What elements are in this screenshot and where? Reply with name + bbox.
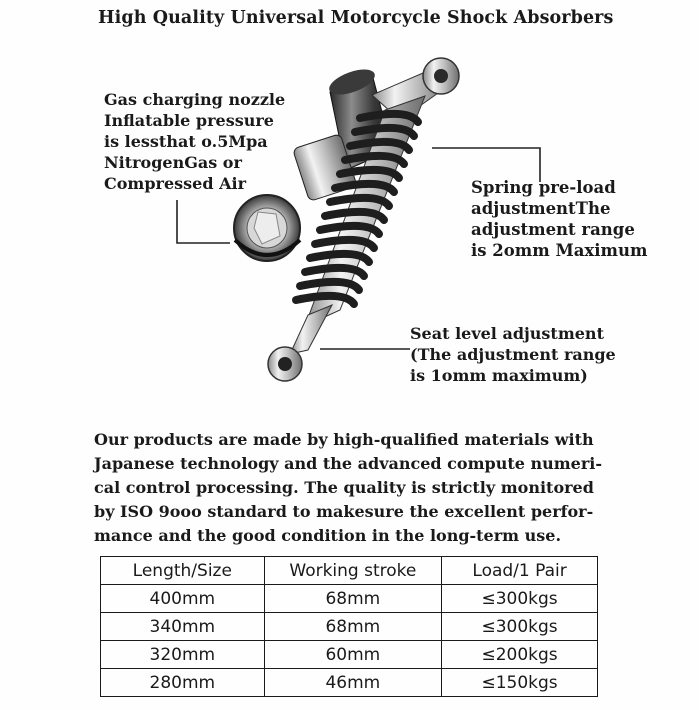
callout-line: adjustmentThe bbox=[471, 199, 611, 218]
column-header-load: Load/1 Pair bbox=[442, 557, 598, 585]
cell-load: ≤150kgs bbox=[442, 669, 598, 697]
cell-stroke: 46mm bbox=[264, 669, 442, 697]
specs-table bbox=[100, 556, 598, 697]
cell-length: 280mm bbox=[101, 669, 265, 697]
cell-length: 400mm bbox=[101, 585, 265, 613]
callout-line: is 1omm maximum) bbox=[410, 366, 588, 385]
cell-stroke: 68mm bbox=[264, 613, 442, 641]
column-header-stroke: Working stroke bbox=[264, 557, 442, 585]
callout-line: adjustment range bbox=[471, 220, 635, 239]
table-row bbox=[101, 669, 598, 697]
spring-preload-callout bbox=[471, 177, 647, 261]
description-line: Japanese technology and the advanced compute numeri- bbox=[94, 454, 603, 473]
callout-line: Seat level adjustment bbox=[410, 324, 604, 343]
bottom-mount bbox=[268, 347, 302, 381]
cell-stroke: 68mm bbox=[264, 585, 442, 613]
page-title: High Quality Universal Motorcycle Shock Absorbers bbox=[98, 8, 614, 28]
description-line: Our products are made by high-qualified materials with bbox=[94, 430, 594, 449]
callout-line: (The adjustment range bbox=[410, 345, 616, 364]
callout-line: Inflatable pressure bbox=[104, 111, 274, 130]
cell-load: ≤300kgs bbox=[442, 585, 598, 613]
description-line: by ISO 9ooo standard to makesure the excellent perfor- bbox=[94, 502, 594, 521]
cell-load: ≤200kgs bbox=[442, 641, 598, 669]
table-header-row bbox=[101, 557, 598, 585]
callout-line: is lessthat o.5Mpa bbox=[104, 132, 268, 151]
cell-load: ≤300kgs bbox=[442, 613, 598, 641]
seat-level-callout bbox=[410, 323, 616, 386]
cell-stroke: 60mm bbox=[264, 641, 442, 669]
gas-nozzle-callout bbox=[104, 89, 285, 194]
product-description bbox=[94, 428, 634, 548]
description-line: mance and the good condition in the long-term use. bbox=[94, 526, 562, 545]
gas-nozzle-cap-icon bbox=[234, 195, 300, 261]
callout-line: NitrogenGas or bbox=[104, 153, 242, 172]
callout-line: Compressed Air bbox=[104, 174, 247, 193]
cell-length: 320mm bbox=[101, 641, 265, 669]
cell-length: 340mm bbox=[101, 613, 265, 641]
callout-line: Spring pre-load bbox=[471, 178, 616, 197]
table-row bbox=[101, 585, 598, 613]
column-header-length: Length/Size bbox=[101, 557, 265, 585]
table-row bbox=[101, 641, 598, 669]
table-row bbox=[101, 613, 598, 641]
description-line: cal control processing. The quality is strictly monitored bbox=[94, 478, 594, 497]
callout-line: is 2omm Maximum bbox=[471, 241, 648, 260]
callout-line: Gas charging nozzle bbox=[104, 90, 286, 109]
